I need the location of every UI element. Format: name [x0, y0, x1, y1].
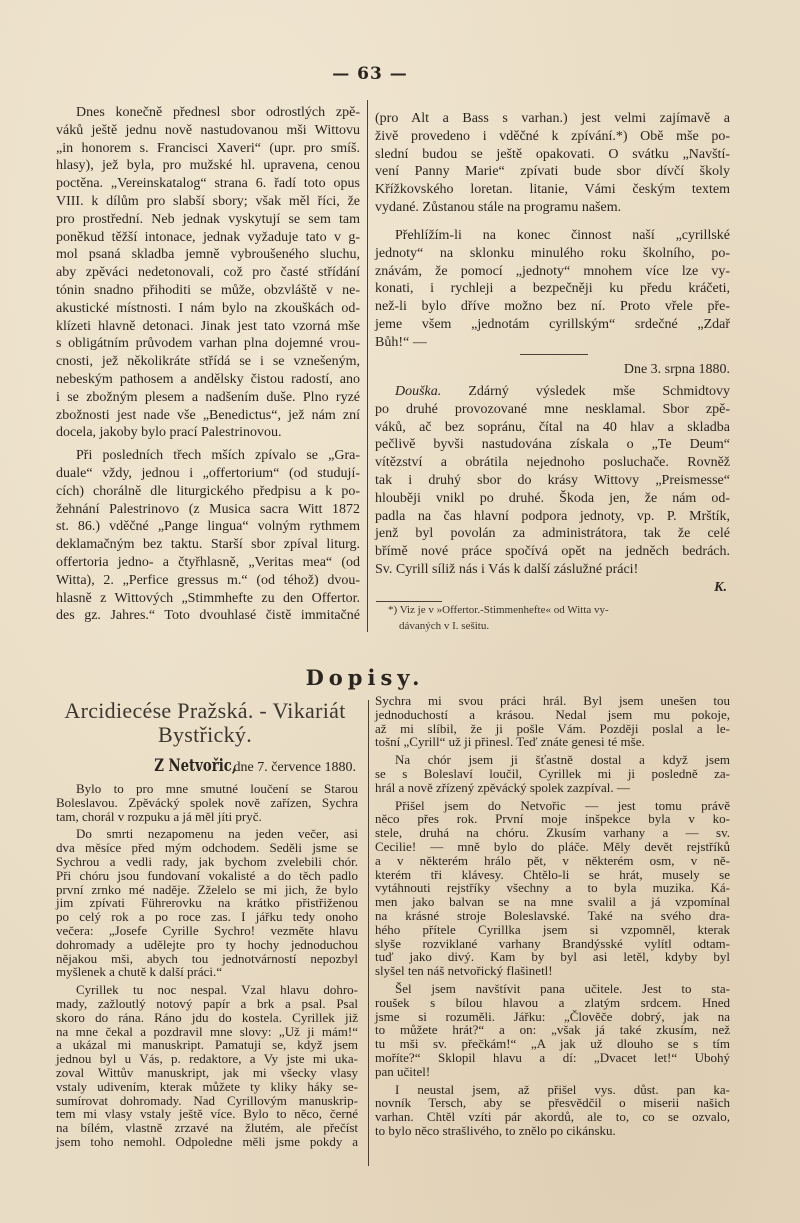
- text-line: klízeti hlavně detonaci. Jinak jest tato vzorná mše: [56, 318, 360, 334]
- text-line: Cyrillek tu noc nespal. Vzal hlavu dohro-: [76, 982, 358, 998]
- text-line: kterém tři klávesy. Chtělo-li se hrát, musely se: [375, 866, 730, 882]
- line-text: Zdárný výsledek mše Schmidtovy: [441, 384, 730, 399]
- paragraph: [375, 799, 730, 978]
- text-line: [375, 383, 730, 401]
- text-line: konati, i rychleji a bezpečněji ku předu kráčeti,: [375, 281, 730, 297]
- letter-right-column: [375, 694, 730, 1138]
- text-line: jednoty“ na sklonku minulého roku školního, po-: [375, 245, 730, 261]
- text-line: tónin snadno přihoditi se může, obzvláště v ne-: [56, 282, 360, 298]
- text-line: Sv. Cyrill síliž nás i Vás k další záslužné práci!: [375, 561, 639, 577]
- text-line: skoro do rána. Ráno jdu do kostela. Cyrillek již: [56, 1009, 358, 1025]
- text-line: Sychrou a vedli rady, jak bychom zvelebili chór.: [56, 853, 358, 869]
- text-line: vení Panny Marie“ zpívati bude sbor dívčí školy: [375, 164, 730, 180]
- text-line: Při chóru jsou fundovaní vokalisté a do těch padlo: [56, 867, 358, 883]
- signature: K.: [714, 580, 727, 595]
- text-line: na mne čekal a pozdravil mne slovy: „Už ji mám!“: [56, 1023, 358, 1039]
- paragraph: [375, 1083, 730, 1138]
- text-line: Sychra mi svou práci hrál. Byl jsem unešen tou: [375, 693, 730, 708]
- text-line: pro prostřední. Neb jednak vyskytují se sem tam: [56, 211, 360, 227]
- text-line: mol psaná skladba jemně vybroušeného sluchu,: [56, 247, 360, 263]
- text-line: něco přes rok. První moje inšpekce byla v ko-: [375, 811, 730, 827]
- closing-paragraph: [375, 227, 730, 352]
- text-line: jeme všem „jednotám cyrillským“ srdečné „Zdař: [375, 316, 730, 332]
- text-line: jsme si rozuměli. Jářku: „Člověče dobrý, jak na: [375, 1008, 730, 1024]
- text-line: Boleslavou. Zpěvácký spolek nově zařízen, Sychra: [56, 794, 358, 810]
- text-line: i se zbožným plesem a nadšením duše. Plno ryzé: [56, 389, 360, 405]
- paragraph: [56, 983, 358, 1149]
- postscript: [375, 383, 730, 579]
- letter-left-column: [56, 782, 358, 1149]
- paragraph: [56, 104, 360, 442]
- text-line: a ukázal mi manuskript. Pamatuji se, když jsem: [56, 1037, 358, 1053]
- paragraph: [56, 827, 358, 979]
- text-line: aby zpěváci nedetonovali, což pro časté střídání: [56, 265, 360, 281]
- text-line: tam, chorál v rozpuku a já měl jíti pryč.: [56, 808, 262, 824]
- text-line: tak i druhý sbor do krásy Wittovy „Preismesse“: [375, 472, 730, 488]
- text-line: znávám, že pomocí „jednoty“ mnohem více lze vy-: [375, 263, 730, 279]
- text-line: pečlivě byvši nastudována získala o „Te Deum“: [375, 437, 730, 453]
- text-line: (pro Alt a Bass s varhan.) jest velmi zajímavě a: [375, 111, 730, 126]
- text-line: s obligátním průvodem varhan plna dojemné vrou-: [56, 336, 360, 352]
- text-line: padla na čas hlavní podpora jednoty, vp. P. Mrštík,: [375, 508, 730, 524]
- text-line: na krásné stroje Boleslavské. Také na svého dra-: [375, 907, 730, 923]
- text-line: des gz. Jahres.“ Toto dvouhlasé čistě immitačné: [56, 608, 360, 624]
- text-line: offertoria jedno- a čtyřhlasně, „Veritas mea“ (od: [56, 554, 360, 570]
- text-line: tu mši sv. přečkám!“ „A jak už dlouho se s tím: [375, 1036, 730, 1052]
- text-line: hlasy), jež byla, pro mužské hl. upravena, cenou: [56, 158, 360, 174]
- text-line: večera: „Josefe Cyrille Sychro! vezměte hlavu: [56, 922, 358, 938]
- text-line: men jako balvan se na mne svalil a já vzpomínal: [375, 894, 730, 910]
- text-line: dva měsíce před mým odchodem. Seděli jsme se: [56, 840, 358, 856]
- text-line: a v některém hrálo pět, v některém osm, v ně-: [375, 852, 730, 868]
- text-line: hlasně z Wittových „Stimmhefte zu den Offertor.: [56, 590, 360, 606]
- text-line: až mi slíbil, že ji pošle Vám. Později poslal a le-: [375, 720, 730, 736]
- letter-title-line2: Bystřický.: [157, 722, 253, 747]
- text-line: tem mi vlasy vstaly ještě více. Bylo to něco, černé: [56, 1106, 358, 1122]
- text-line: Dnes konečně přednesl sbor odrostlých zpě-: [76, 105, 360, 120]
- text-line: Witta), 2. „Perfice gressus m.“ (od téhož) dvou-: [56, 572, 360, 588]
- text-line: vydané. Zůstanou stále na programu našem.: [375, 199, 622, 215]
- text-line: moříte?“ Sklopil hlavu a dí: „Dvacet let!“ Ubohý: [375, 1049, 730, 1065]
- text-line: jenž byl povolán za administrátora, tak že celé: [375, 526, 730, 542]
- paragraph: [56, 447, 360, 625]
- paragraph: [375, 753, 730, 794]
- footnote-line: *) Viz je v »Offertor.-Stimmenhefte« od Witta vy-: [388, 604, 609, 616]
- letter-dateline: [56, 756, 356, 776]
- text-line: myšlenek a chutě k další práci.“: [56, 964, 223, 980]
- text-line: břímě nové práce spočívá opět na jedněch bedrách.: [375, 544, 730, 560]
- text-line: cnosti, jež několikráte střídá se i se vznešeným,: [56, 354, 360, 370]
- footnote: [388, 602, 730, 634]
- text-line: I neustal jsem, až přišel vys. důst. pan ka-: [395, 1081, 730, 1097]
- text-line: st. 86.) vděčné „Pange lingua“ volným rythmem: [56, 519, 360, 535]
- text-line: živě provedeno i vděčné k zpívání.*) Obě mše po-: [375, 128, 730, 144]
- text-line: slyšel ten náš netvořický flašinetl!: [375, 963, 553, 979]
- column-divider-top: [367, 100, 368, 632]
- text-line: jsem toho nemohl. Odpoledne měli jsme pokdy a: [56, 1133, 358, 1149]
- text-line: Šel jsem navštívit pana učitele. Jest to sta-: [395, 980, 730, 996]
- text-line: Křížkovského loretan. litanie, Vámi českým textem: [375, 182, 730, 198]
- separator-rule: [520, 354, 588, 355]
- text-line: cích) chorálně dle liturgického předpisu a k po-: [56, 483, 360, 499]
- text-line: slední budou se ještě opakovati. O svátku „Navští-: [375, 146, 730, 162]
- text-line: Přehlížím-li na konec činnost naší „cyrillské: [395, 228, 730, 243]
- text-line: Přišel jsem do Netvořic — jest tomu právě: [395, 797, 730, 813]
- text-line: váků ještě jednu nově nastudovanou mši Wittovu: [56, 122, 360, 138]
- text-line: duale“ vždy, jednou i „offertorium“ (od studují-: [56, 465, 360, 481]
- text-line: novník Tersch, aby se přesvědčil o miserii našich: [375, 1095, 730, 1111]
- text-line: poněkud těžší intonace, jednak vyžaduje tato v g-: [56, 229, 360, 245]
- text-line: hrál a nově zřízený zpěvácký spolek zazpíval. —: [375, 779, 630, 795]
- letter-place: Z Netvořic,: [153, 756, 237, 776]
- text-line: první zrnko mé naděje. Zželelo se mi jich, že bylo: [56, 881, 358, 897]
- text-line: Do smrti nezapomenu na jeden večer, asi: [76, 826, 358, 842]
- text-line: poctěna. „Vereinskatalog“ strana 6. řadí toto opus: [56, 176, 360, 192]
- text-line: jim zpívati Führerovku na krátko přistřiženou: [56, 895, 358, 911]
- text-line: akustické místnosti. I nám bylo na zkouškách od-: [56, 300, 360, 316]
- text-line: roušek s bílou hlavou a zlatým srdcem. Hned: [375, 994, 730, 1010]
- lead-word: Douška.: [395, 384, 442, 399]
- text-line: vítězství a obrátila nejednoho posluchače. Rovněž: [375, 455, 730, 471]
- text-line: po druhé provozované mne nesklamal. Sbor zpě-: [375, 401, 730, 417]
- text-line: nějakou mši, abych tou jednotvárností nepozbyl: [56, 950, 358, 966]
- footnote-line: dávaných v I. sešitu.: [399, 620, 490, 632]
- text-line: dohromady a udělejte pro ty hochy jednoduchou: [56, 936, 358, 952]
- text-line: varhan. Chtěl vzíti pár akordů, ale to, co se ozvalo,: [375, 1109, 730, 1125]
- text-line: docela, jakoby bylo prací Palestrinovou.: [56, 425, 282, 441]
- text-line: VIII. k dílům pro slabší sbory; však měl říci, že: [56, 193, 360, 209]
- text-line: zoval Wittův manuskript, jak mi všecky vlasy: [56, 1064, 358, 1080]
- column-divider-bottom: [368, 700, 369, 1166]
- text-line: jednoduchostí a krásou. Nedal jsem mu pokoje,: [375, 706, 730, 722]
- text-line: nebeským pathosem a andělsky čistou radostí, ano: [56, 371, 360, 387]
- text-line: vytáhnouti rejstříky všechny a to byla muzika. Ká-: [375, 880, 730, 896]
- article-continuation-left-column: [56, 104, 360, 625]
- text-line: slyše rozviklané varhany Brandýsské vylítl odtam-: [375, 935, 730, 951]
- paragraph: [375, 110, 730, 217]
- paragraph: [375, 982, 730, 1079]
- article-continuation-right-column: [375, 110, 730, 217]
- text-line: jednou byl u Vás, p. redaktore, a Vy jste mi uka-: [56, 1051, 358, 1067]
- text-line: to můžete hrát?“ a on: „však já také zkusím, než: [375, 1022, 730, 1038]
- letter-date: dne 7. července 1880.: [233, 760, 356, 775]
- text-line: váků, ač bez sopránu, čítal na 40 hlav a skladba: [375, 419, 730, 435]
- page-number: — 63 —: [332, 64, 408, 84]
- text-line: po celý rok a po roce zas. I jářku tedy onoho: [56, 909, 358, 925]
- text-line: se s Boleslaví loučil, Cyrillek mi ji posledně za-: [375, 765, 730, 781]
- text-line: tošní „Cyrill“ už ji přinesl. Teď znáte genesi té mše.: [375, 734, 645, 750]
- text-line: Bylo to pro mne smutné loučení se Starou: [76, 781, 358, 796]
- text-line: na bílém, vlastně zrzavé na žlutém, ale přečíst: [56, 1120, 358, 1136]
- paragraph: [56, 782, 358, 823]
- report-date: Dne 3. srpna 1880.: [623, 362, 730, 377]
- text-line: Při posledních třech mších zpívalo se „Gra-: [76, 448, 360, 464]
- text-line: vstaly udivením, kterak můžete ty kliky háky se-: [56, 1078, 358, 1094]
- text-line: hého přítele Cyrillka jsem si vzpomněl, kterak: [375, 921, 730, 937]
- text-line: zbožnosti jest nade vše „Benedictus“, jež nám zní: [56, 407, 360, 423]
- text-line: žehnání Palestrinovo (z Musica sacra Witt 1872: [56, 501, 360, 517]
- text-line: tuď jako divý. Kam by byl asi letěl, kdyby byl: [375, 949, 730, 965]
- letter-title: Arcidiecése Pražská. - Vikariát: [64, 698, 346, 723]
- text-line: deklamačným bez taktu. Starší sbor zpíval liturg.: [56, 537, 360, 553]
- paragraph: [375, 383, 730, 579]
- text-line: Cecilie! — mně bylo do pláče. Měly devět rejstříků: [375, 838, 730, 854]
- text-line: sumírovat dohromady. Nad Cyrillovým manuskrip-: [56, 1092, 358, 1108]
- text-line: „in honorem s. Francisci Xaveri“ (upr. pro smíš.: [56, 140, 360, 156]
- paragraph: [375, 227, 730, 352]
- text-line: pan učitel!: [375, 1063, 431, 1079]
- text-line: stele, druhá na chóru. Zkusím varhany a — sv.: [375, 825, 730, 841]
- section-heading: Dopisy.: [305, 665, 425, 690]
- paragraph: [375, 694, 730, 749]
- text-line: mady, zažloutlý notový papír a brk a psal. Psal: [56, 995, 358, 1011]
- text-line: to bylo něco strašlivého, to znělo po cikánsku.: [375, 1122, 616, 1138]
- text-line: hlouběji vnikl po druhé. Škoda jen, že nám od-: [375, 490, 730, 506]
- text-line: než-li bylo dříve možno bez ní. Proto vřele pře-: [375, 299, 730, 315]
- text-line: Na chór jsem ji šťastně dostal a když jsem: [395, 752, 730, 768]
- text-line: Bůh!“ —: [375, 334, 427, 350]
